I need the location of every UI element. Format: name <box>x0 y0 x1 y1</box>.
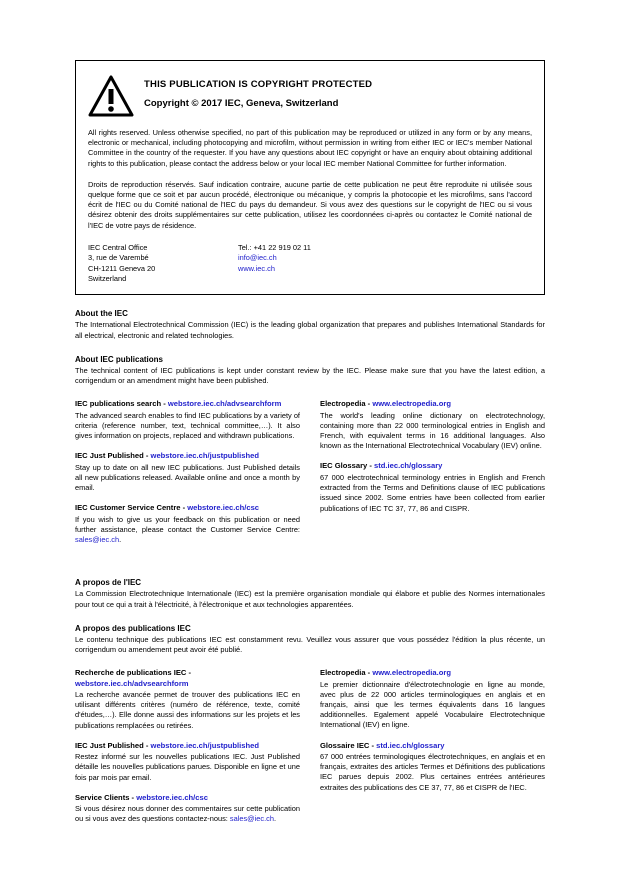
about-iec-publications-heading: About IEC publications <box>75 354 163 364</box>
apropos-iec-text: La Commission Electrotechnique Internationale (IEC) est la première organisation mondiale qui élabore et publie des Normes internationales pour tout ce qui a trait à l'électricité, à l'électronique et aux technologies apparentées. <box>75 589 545 609</box>
heading-label: Glossaire IEC - <box>320 740 377 750</box>
block-electropedia-en <box>320 399 545 451</box>
page-content <box>75 60 545 835</box>
section-about-the-iec <box>75 308 545 340</box>
iec-just-published-text-en: Stay up to date on all new IEC publications. Just Published details all new publications released. Available online and once a month by email. <box>75 462 300 493</box>
copyright-title: THIS PUBLICATION IS COPYRIGHT PROTECTED <box>144 79 373 90</box>
block-electropedia-fr <box>320 668 545 730</box>
justpublished-link-en[interactable]: webstore.iec.ch/justpublished <box>150 451 259 461</box>
about-the-iec-heading: About the IEC <box>75 309 128 319</box>
electropedia-heading-en <box>320 399 545 409</box>
section-spacer <box>75 555 545 564</box>
heading-label: Service Clients - <box>75 792 137 802</box>
block-iec-publications-search <box>75 399 300 441</box>
glossaire-iec-heading <box>320 741 545 751</box>
block-recherche-publications <box>75 668 300 731</box>
copyright-notice-box <box>75 60 545 295</box>
service-clients-text <box>75 804 300 824</box>
apropos-publications-heading: A propos des publications IEC <box>75 623 191 633</box>
heading-label: Electropedia - <box>320 399 373 409</box>
copyright-header-text <box>144 73 372 111</box>
copyright-subtitle: Copyright © 2017 IEC, Geneva, Switzerland <box>144 98 339 109</box>
iec-address <box>88 243 238 285</box>
warning-triangle-exclamation-icon <box>88 75 134 117</box>
address-line-1: IEC Central Office <box>88 242 148 252</box>
heading-label: IEC Just Published - <box>75 740 151 750</box>
block-iec-just-published-en <box>75 451 300 493</box>
section-apropos-iec <box>75 577 545 609</box>
block-iec-glossary-en <box>320 461 545 513</box>
customer-service-centre-text <box>75 515 300 546</box>
website-link-iec[interactable]: www.iec.ch <box>238 263 275 273</box>
address-line-4: Switzerland <box>88 274 127 284</box>
service-clients-tail: . <box>273 814 277 824</box>
iec-glossary-heading-en <box>320 461 545 471</box>
english-resources-columns <box>75 399 545 555</box>
justpublished-link-fr[interactable]: webstore.iec.ch/justpublished <box>150 740 259 750</box>
sales-email-link-en[interactable]: sales@iec.ch <box>75 535 120 545</box>
apropos-publications-text: Le contenu technique des publications IEC est constamment revu. Veuillez vous assurer que vous possédez l'édition la plus récente, un corrigendum ou amendement peut avoir été publié. <box>75 634 545 654</box>
english-right-column <box>320 399 545 555</box>
heading-label: IEC publications search - <box>75 399 168 409</box>
iec-glossary-text-en: 67 000 electrotechnical terminology entries in English and French extracted from the Terms and Definitions clause of IEC publications issued since 2002. Some entries have been collected from earlier publications of IEC TC 37, 77, 86 and CISPR. <box>320 472 545 513</box>
iec-publications-search-text: The advanced search enables to find IEC publications by a variety of criteria (reference number, text, technical committee,…). It also gives information on projects, replaced and withdrawn publications. <box>75 410 300 441</box>
iec-publications-search-heading <box>75 399 300 409</box>
copyright-paragraph-french: Droits de reproduction réservés. Sauf indication contraire, aucune partie de cette publication ne peut être reproduite ni utilisée sous quelque forme que ce soit et par aucun procédé, électronique ou mécanique, y compris la photocopie et les microfilms, sans l'accord écrit de l'IEC ou du Comité national de l'IEC du pays du demandeur. Si vous avez des questions sur le copyright de l'IEC ou si vous désirez obtenir des droits supplémentaires sur cette publication, utilisez les coordonnées ci-après ou contactez le Comité national de l'IEC de votre pays de résidence. <box>88 179 532 230</box>
glossaire-iec-text: 67 000 entrées terminologiques électrotechniques, en anglais et en français, extraites des articles Termes et Définitions des publications IEC parues depuis 2002. Plus certaines entrées antérieures extraites des publications des CE 37, 77, 86 et CISPR de l'IEC. <box>320 751 545 792</box>
electropedia-link-en[interactable]: www.electropedia.org <box>372 399 451 409</box>
copyright-header <box>88 73 532 117</box>
iec-just-published-heading-en <box>75 451 300 461</box>
address-line-3: CH-1211 Geneva 20 <box>88 263 156 273</box>
heading-label: IEC Glossary - <box>320 461 375 471</box>
heading-label: IEC Just Published - <box>75 451 151 461</box>
address-line-2: 3, rue de Varembé <box>88 253 149 263</box>
iec-just-published-heading-fr <box>75 741 300 751</box>
copyright-paragraph-english: All rights reserved. Unless otherwise specified, no part of this publication may be reproduced or utilized in any form or by any means, electronic or mechanical, including photocopying and microfilm, without permission in writing from either IEC or IEC's member National Committee in the country of the requester. If you have any questions about IEC copyright or have an enquiry about obtaining additional rights to this publication, please contact the address below or your local IEC member National Committee for further information. <box>88 128 532 168</box>
iec-just-published-text-fr: Restez informé sur les nouvelles publications IEC. Just Published détaille les nouvelles publications parues. Disponible en ligne et une fois par mois par email. <box>75 752 300 782</box>
heading-label: Electropedia - <box>320 668 373 678</box>
heading-label: IEC Customer Service Centre - <box>75 503 188 513</box>
glossary-link-en[interactable]: std.iec.ch/glossary <box>374 461 443 471</box>
advsearchform-link-fr[interactable]: webstore.iec.ch/advsearchform <box>75 678 189 688</box>
copyright-contact-block <box>88 243 532 285</box>
french-right-column <box>320 668 545 834</box>
electropedia-heading-fr <box>320 668 545 678</box>
sales-email-link-fr[interactable]: sales@iec.ch <box>229 814 274 824</box>
about-the-iec-text: The International Electrotechnical Commission (IEC) is the leading global organization that prepares and publishes International Standards for all electrical, electronic and related technologies. <box>75 320 545 340</box>
block-iec-just-published-fr <box>75 741 300 783</box>
customer-service-centre-heading <box>75 503 300 513</box>
electropedia-text-en: The world's leading online dictionary on electrotechnology, containing more than 22 000 terminological entries in English and French, with equivalent terms in 16 additional languages. Also known as the International Electrotechnical Vocabulary (IEV) online. <box>320 410 545 451</box>
csc-link-en[interactable]: webstore.iec.ch/csc <box>187 503 260 513</box>
electropedia-link-fr[interactable]: www.electropedia.org <box>372 668 451 678</box>
csc-text-tail: . <box>119 535 122 545</box>
service-clients-heading <box>75 793 300 803</box>
iec-contact-details <box>238 243 438 285</box>
glossary-link-fr[interactable]: std.iec.ch/glossary <box>376 740 445 750</box>
apropos-iec-heading: A propos de l'IEC <box>75 578 142 588</box>
service-clients-body: Si vous désirez nous donner des commentaires sur cette publication ou si vous avez des questions contactez-nous: <box>75 804 300 824</box>
french-resources-columns <box>75 668 545 834</box>
block-customer-service-centre <box>75 503 300 545</box>
block-glossaire-iec <box>320 741 545 793</box>
french-left-column <box>75 668 300 834</box>
section-apropos-publications-iec <box>75 623 545 655</box>
email-link-info[interactable]: info@iec.ch <box>238 253 277 263</box>
advsearchform-link[interactable]: webstore.iec.ch/advsearchform <box>167 399 282 409</box>
recherche-publications-text: La recherche avancée permet de trouver des publications IEC en utilisant différents critères (numéro de référence, texte, comité d'études,…). Elle donne aussi des informations sur les projets et les publications remplacées ou retirées. <box>75 689 300 730</box>
about-iec-publications-text: The technical content of IEC publications is kept under constant review by the IEC. Please make sure that you have the latest edition, a corrigendum or an amendment might have been published. <box>75 365 545 386</box>
telephone-number: Tel.: +41 22 919 02 11 <box>238 242 311 252</box>
csc-text: If you wish to give us your feedback on this publication or need further assistance, please contact the Customer Service Centre: <box>75 514 300 534</box>
block-service-clients <box>75 793 300 825</box>
csc-link-fr[interactable]: webstore.iec.ch/csc <box>136 792 208 802</box>
heading-label: Recherche de publications IEC - <box>75 668 192 678</box>
electropedia-text-fr: Le premier dictionnaire d'électrotechnologie en ligne au monde, avec plus de 22 000 articles terminologiques en anglais et en français, ainsi que les termes équivalents dans 16 langues additionnelles. Egalement appelé Vocabulaire Electrotechnique International (IEV) en ligne. <box>320 679 545 730</box>
section-about-iec-publications <box>75 354 545 386</box>
recherche-publications-heading <box>75 668 300 689</box>
english-left-column <box>75 399 300 555</box>
